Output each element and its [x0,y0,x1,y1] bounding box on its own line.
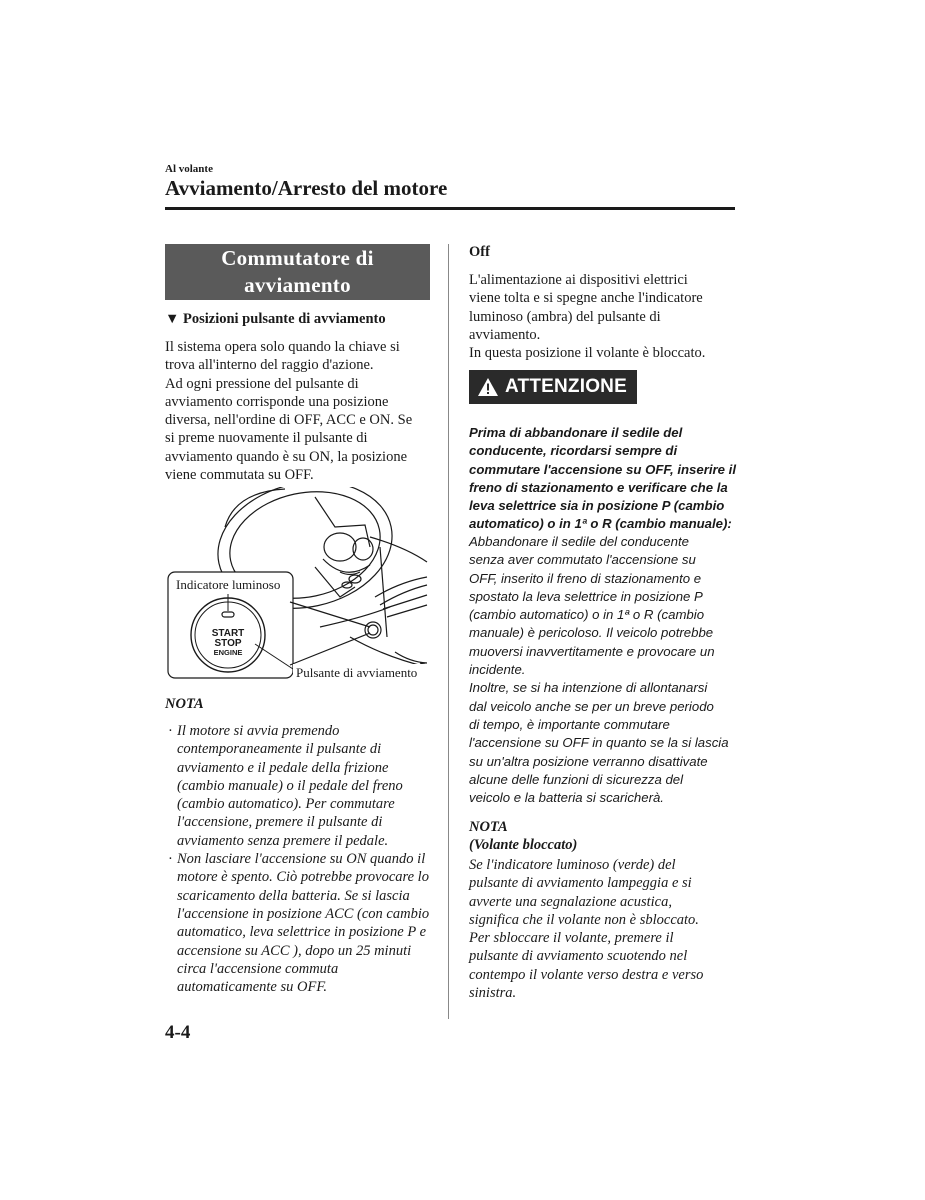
indicator-label: Indicatore luminoso [176,577,281,592]
warning-triangle-icon [477,377,499,397]
nota-text-right: Se l'indicatore luminoso (verde) del pulsante di avviamento lampeggia e si avverte una segnalazione acustica, significa che il volante non è sbloccato. Per sbloccare il volante, premere il pulsante di avviamento scuotendo nel contempo il volante verso destra e verso sinistra. [469,857,704,1002]
section-heading-box: Commutatore di avviamento [165,244,430,300]
intro-paragraph: Il sistema opera solo quando la chiave si trova all'interno del raggio d'azione. Ad ogni pressione del pulsante di avviamento corrisponde una posizione diversa, nell'ordine di OFF, ACC e ON. Se si preme nuovamente il pulsante di avviamento quando è su ON, la posizione viene commutata su OFF. [165,339,413,484]
subheading: ▼ Posizioni pulsante di avviamento [165,311,386,327]
bullet: · [168,723,173,739]
nota-item: · Il motore si avvia premendo contemporaneamente il pulsante di avviamento e il pedale della frizione (cambio manuale) o il pedale del freno (cambio automatico). Per commutare l'accensione, premere il pulsante di avviamento senza premere il pedale. [168,723,403,849]
column-divider [448,244,449,1019]
button-label: Pulsante di avviamento [296,665,418,680]
button-text-engine: ENGINE [213,648,243,657]
section-label: Al volante [165,163,213,175]
nota-item: · Non lasciare l'accensione su ON quando il motore è spento. Ciò potrebbe provocare lo scaricamento della batteria. Se si lascia l'accensione in posizione ACC (con cambio automatico, leva selettrice in posizione P e accensione su ACC ), dopo un 25 minuti circa l'accensione commuta automaticamente su OFF. [168,851,430,996]
warning-bold-text: Prima di abbandonare il sedile del conducente, ricordarsi sempre di commutare l'accensione su OFF, inserire il freno di stazionamento e verificare che la leva selettrice sia in posizione P (cambio automatico) o in 1ª o R (cambio manuale): [469,425,736,532]
nota-label-right: NOTA [469,819,508,835]
nota-title-right: (Volante bloccato) [469,837,578,853]
off-heading: Off [469,244,490,260]
page-title: Avviamento/Arresto del motore [165,176,448,200]
start-button-illustration [165,487,435,687]
button-text-stop: STOP [214,638,242,649]
off-paragraph: L'alimentazione ai dispositivi elettrici viene tolta e si spegne anche l'indicatore luminoso (ambra) del pulsante di avviamento. In questa posizione il volante è bloccato. [469,272,706,362]
warning-label: ATTENZIONE [505,376,627,397]
button-text-start: START [211,628,245,639]
nota-label: NOTA [165,696,204,712]
nota-list [165,722,433,996]
page-number: 4-4 [165,1022,191,1043]
bullet: · [168,851,173,868]
title-rule [165,207,735,210]
warning-badge [469,370,637,404]
warning-body-text: Abbandonare il sedile del conducente senza aver commutato l'accensione su OFF, inserito il freno di stazionamento e spostato la leva selettrice in posizione P (cambio automatico) o in 1ª o R (cambio manuale) è pericoloso. Il veicolo potrebbe muoversi inavvertitamente e provocare un incidente. Inoltre, se si ha intenzione di allontanarsi dal veicolo anche se per un breve periodo di tempo, è importante commutare l'accensione su OFF in quanto se la si lascia su un'altra posizione verranno disattivate alcune delle funzioni di sicurezza del veicolo e la batteria si scaricherà. [469,534,729,806]
